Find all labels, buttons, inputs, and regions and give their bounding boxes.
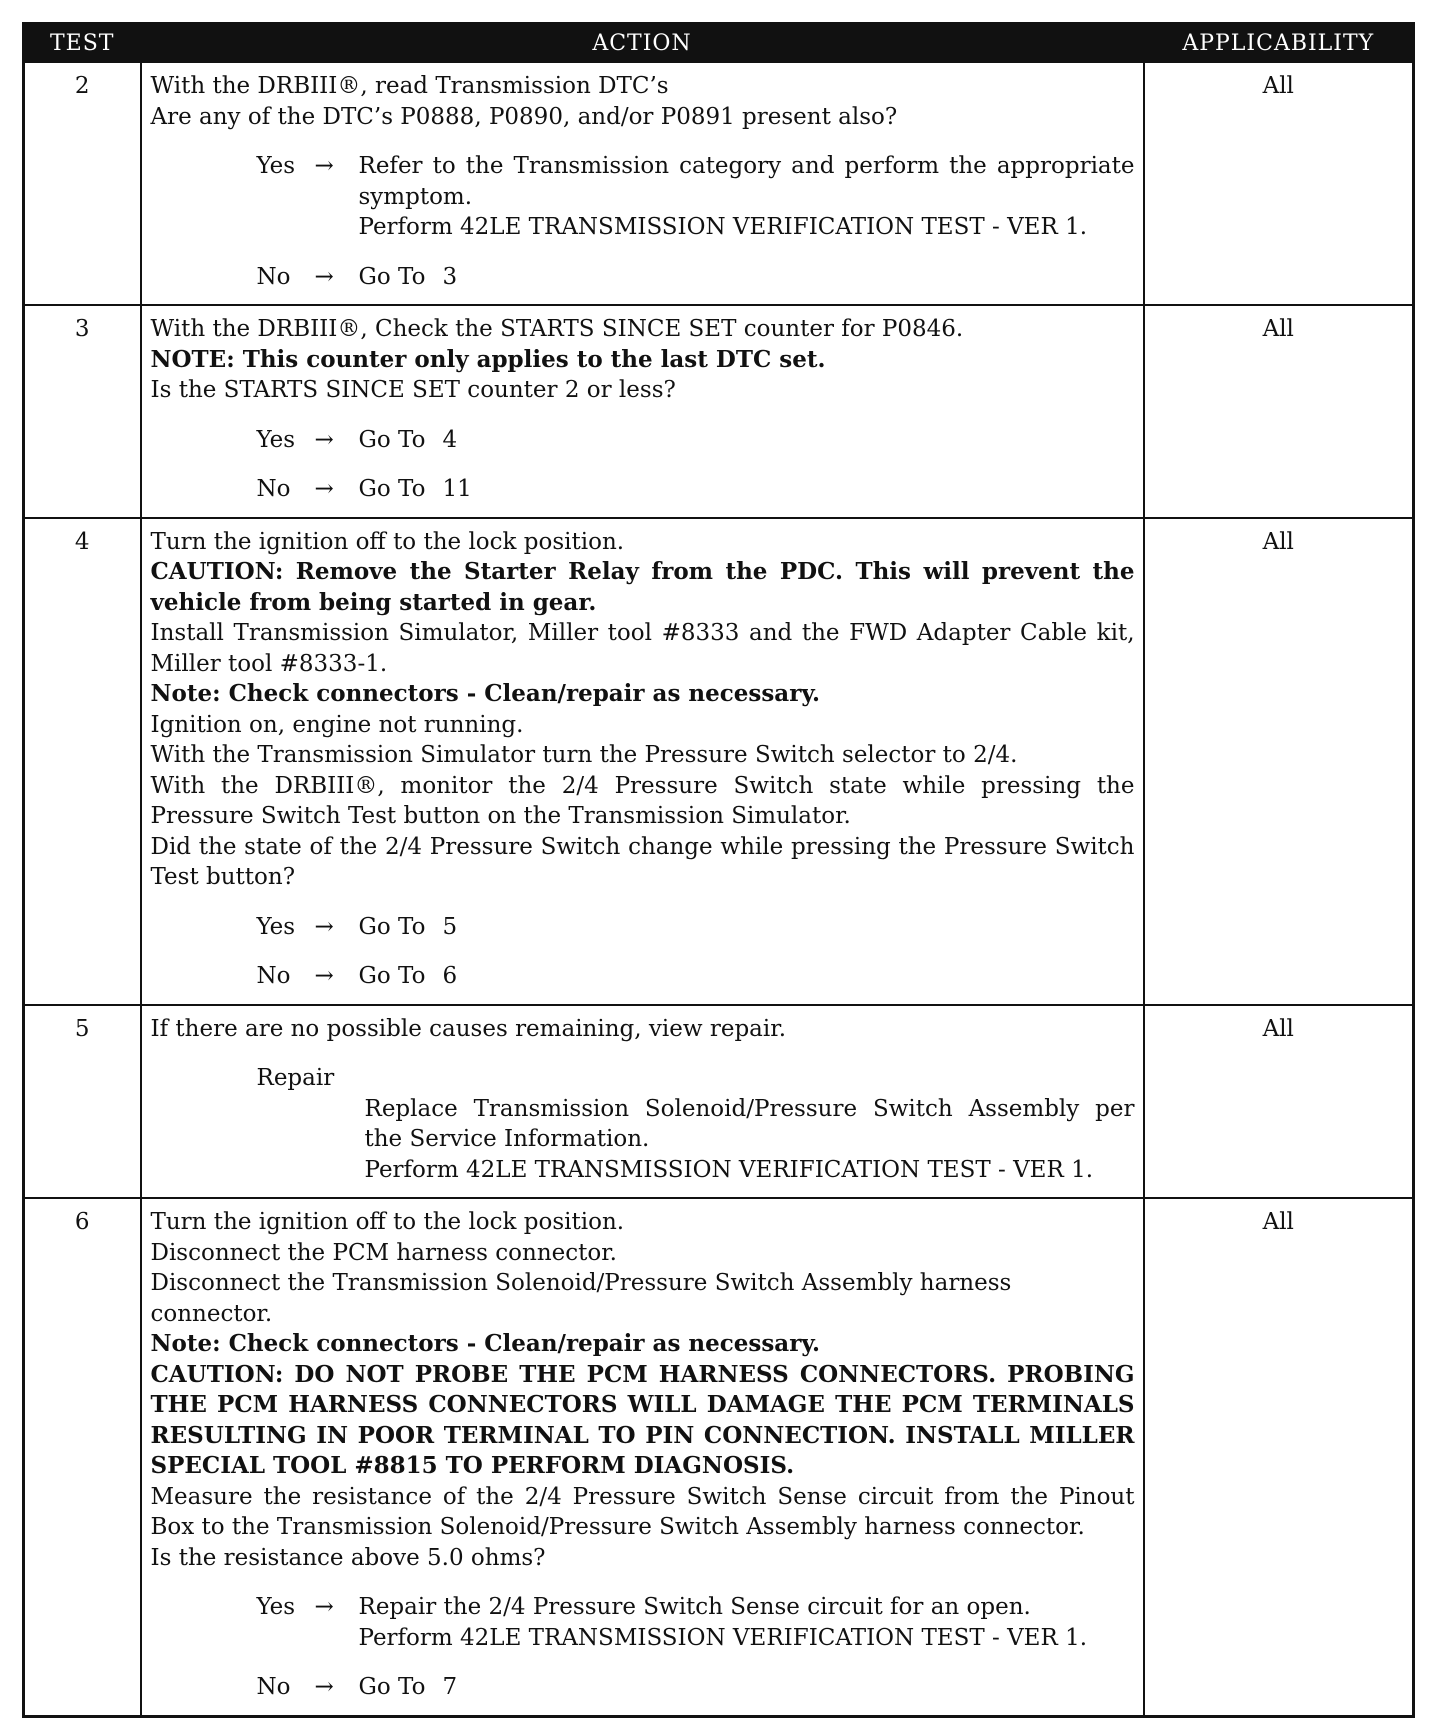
action-line: Ignition on, engine not running. xyxy=(150,711,524,738)
arrow-icon: → xyxy=(314,1674,334,1700)
arrow-icon: → xyxy=(314,263,334,290)
yes-option xyxy=(151,425,1135,456)
test-number: 3 xyxy=(24,305,141,518)
goto-target: 4 xyxy=(442,426,458,453)
table-row-test-6 xyxy=(24,1198,1414,1716)
repair-block xyxy=(151,1063,1135,1185)
no-label: No xyxy=(256,1674,291,1700)
action-line: Measure the resistance of the 2/4 Pressure Switch Sense circuit from the Pinout Box to the Transmission Solenoid/Pressure Switch Assembly harness connector. xyxy=(150,1483,1135,1540)
action-line: Disconnect the PCM harness connector. xyxy=(150,1239,617,1266)
arrow-icon: → xyxy=(314,963,334,989)
test-number: 6 xyxy=(24,1198,141,1716)
note-line: Note: Check connectors - Clean/repair as necessary. xyxy=(150,680,821,707)
yes-text: Repair the 2/4 Pressure Switch Sense circuit for an open. xyxy=(358,1594,1031,1620)
test-number: 4 xyxy=(24,518,141,1005)
yes-label: Yes xyxy=(256,153,296,179)
goto-text: Go To xyxy=(358,963,426,989)
applicability-value: All xyxy=(1144,518,1414,1005)
action-line: Disconnect the Transmission Solenoid/Pressure Switch Assembly harness connector. xyxy=(150,1270,1012,1327)
arrow-icon: → xyxy=(314,476,334,502)
table-header-row xyxy=(24,24,1414,63)
action-line: If there are no possible causes remaining, view repair. xyxy=(150,1015,787,1042)
action-cell xyxy=(141,305,1144,518)
goto-text: Go To xyxy=(358,263,426,290)
action-line: With the DRBIII®, Check the STARTS SINCE SET counter for P0846. xyxy=(150,316,964,342)
yes-label: Yes xyxy=(256,1594,296,1620)
yes-option xyxy=(151,912,1135,943)
yes-option xyxy=(151,151,1135,243)
yes-text: Perform 42LE TRANSMISSION VERIFICATION TEST - VER 1. xyxy=(358,1624,1088,1651)
action-cell xyxy=(141,1198,1144,1716)
test-number: 2 xyxy=(24,62,141,305)
yes-option xyxy=(151,1592,1135,1653)
yes-label: Yes xyxy=(256,913,296,940)
action-line: With the DRBIII®, monitor the 2/4 Pressure Switch state while pressing the Pressure Switch Test button on the Transmission Simulator. xyxy=(150,772,1135,829)
arrow-icon: → xyxy=(314,913,334,940)
yes-text: Perform 42LE TRANSMISSION VERIFICATION TEST - VER 1. xyxy=(358,214,1088,240)
table-row-test-4 xyxy=(24,518,1414,1005)
no-option xyxy=(151,961,1135,992)
action-line: With the Transmission Simulator turn the Pressure Switch selector to 2/4. xyxy=(150,742,1018,768)
no-option xyxy=(151,262,1135,293)
action-cell xyxy=(141,1005,1144,1199)
note-line: NOTE: This counter only applies to the last DTC set. xyxy=(150,345,826,373)
action-line: Install Transmission Simulator, Miller tool #8333 and the FWD Adapter Cable kit, Miller tool #8333-1. xyxy=(150,620,1135,677)
applicability-value: All xyxy=(1144,1198,1414,1716)
header-applicability: APPLICABILITY xyxy=(1144,24,1414,63)
no-label: No xyxy=(256,963,291,989)
goto-text: Go To xyxy=(358,1674,426,1700)
action-line: Did the state of the 2/4 Pressure Switch change while pressing the Pressure Switch Test button? xyxy=(150,833,1135,890)
header-test: TEST xyxy=(24,24,141,63)
goto-text: Go To xyxy=(358,426,426,453)
goto-target: 7 xyxy=(442,1674,458,1700)
repair-text: Replace Transmission Solenoid/Pressure Switch Assembly per the Service Information. xyxy=(364,1095,1135,1152)
goto-target: 11 xyxy=(442,476,472,502)
action-line: Turn the ignition off to the lock position. xyxy=(150,528,625,555)
arrow-icon: → xyxy=(314,153,334,179)
table-row-test-3 xyxy=(24,305,1414,518)
repair-text: Perform 42LE TRANSMISSION VERIFICATION TEST - VER 1. xyxy=(364,1156,1094,1183)
header-action: ACTION xyxy=(141,24,1144,63)
arrow-icon: → xyxy=(314,1594,334,1620)
action-cell xyxy=(141,62,1144,305)
applicability-value: All xyxy=(1144,62,1414,305)
repair-label: Repair xyxy=(256,1065,335,1091)
no-option xyxy=(151,474,1135,505)
action-line: Is the STARTS SINCE SET counter 2 or less? xyxy=(150,377,676,403)
no-label: No xyxy=(256,476,291,502)
diagnostic-sheet xyxy=(22,22,1412,1718)
action-line: Turn the ignition off to the lock position. xyxy=(150,1209,625,1235)
diagnostic-table xyxy=(22,22,1415,1718)
caution-line: CAUTION: Remove the Starter Relay from the PDC. This will prevent the vehicle from being started in gear. xyxy=(150,558,1135,616)
goto-target: 5 xyxy=(442,913,458,940)
goto-text: Go To xyxy=(358,913,426,940)
yes-text: Refer to the Transmission category and perform the appropriate symptom. xyxy=(358,153,1135,210)
test-number: 5 xyxy=(24,1005,141,1199)
arrow-icon: → xyxy=(314,426,334,453)
action-cell xyxy=(141,518,1144,1005)
action-line: Is the resistance above 5.0 ohms? xyxy=(150,1544,546,1571)
table-row-test-2 xyxy=(24,62,1414,305)
table-row-test-5 xyxy=(24,1005,1414,1199)
goto-target: 6 xyxy=(442,963,458,989)
applicability-value: All xyxy=(1144,305,1414,518)
note-line: Note: Check connectors - Clean/repair as necessary. xyxy=(150,1330,821,1357)
no-label: No xyxy=(256,263,291,290)
caution-line: CAUTION: DO NOT PROBE THE PCM HARNESS CONNECTORS. PROBING THE PCM HARNESS CONNECTORS WILL DAMAGE THE PCM TERMINALS RESULTING IN POOR TERMINAL TO PIN CONNECTION. INSTALL MILLER SPECIAL TOOL #8815 TO PERFORM DIAGNOSIS. xyxy=(150,1360,1135,1479)
goto-text: Go To xyxy=(358,476,426,502)
no-option xyxy=(151,1672,1135,1703)
goto-target: 3 xyxy=(442,263,458,290)
applicability-value: All xyxy=(1144,1005,1414,1199)
action-line: Are any of the DTC’s P0888, P0890, and/or P0891 present also? xyxy=(150,103,898,130)
yes-label: Yes xyxy=(256,426,296,453)
action-line: With the DRBIII®, read Transmission DTC’s xyxy=(150,73,669,99)
